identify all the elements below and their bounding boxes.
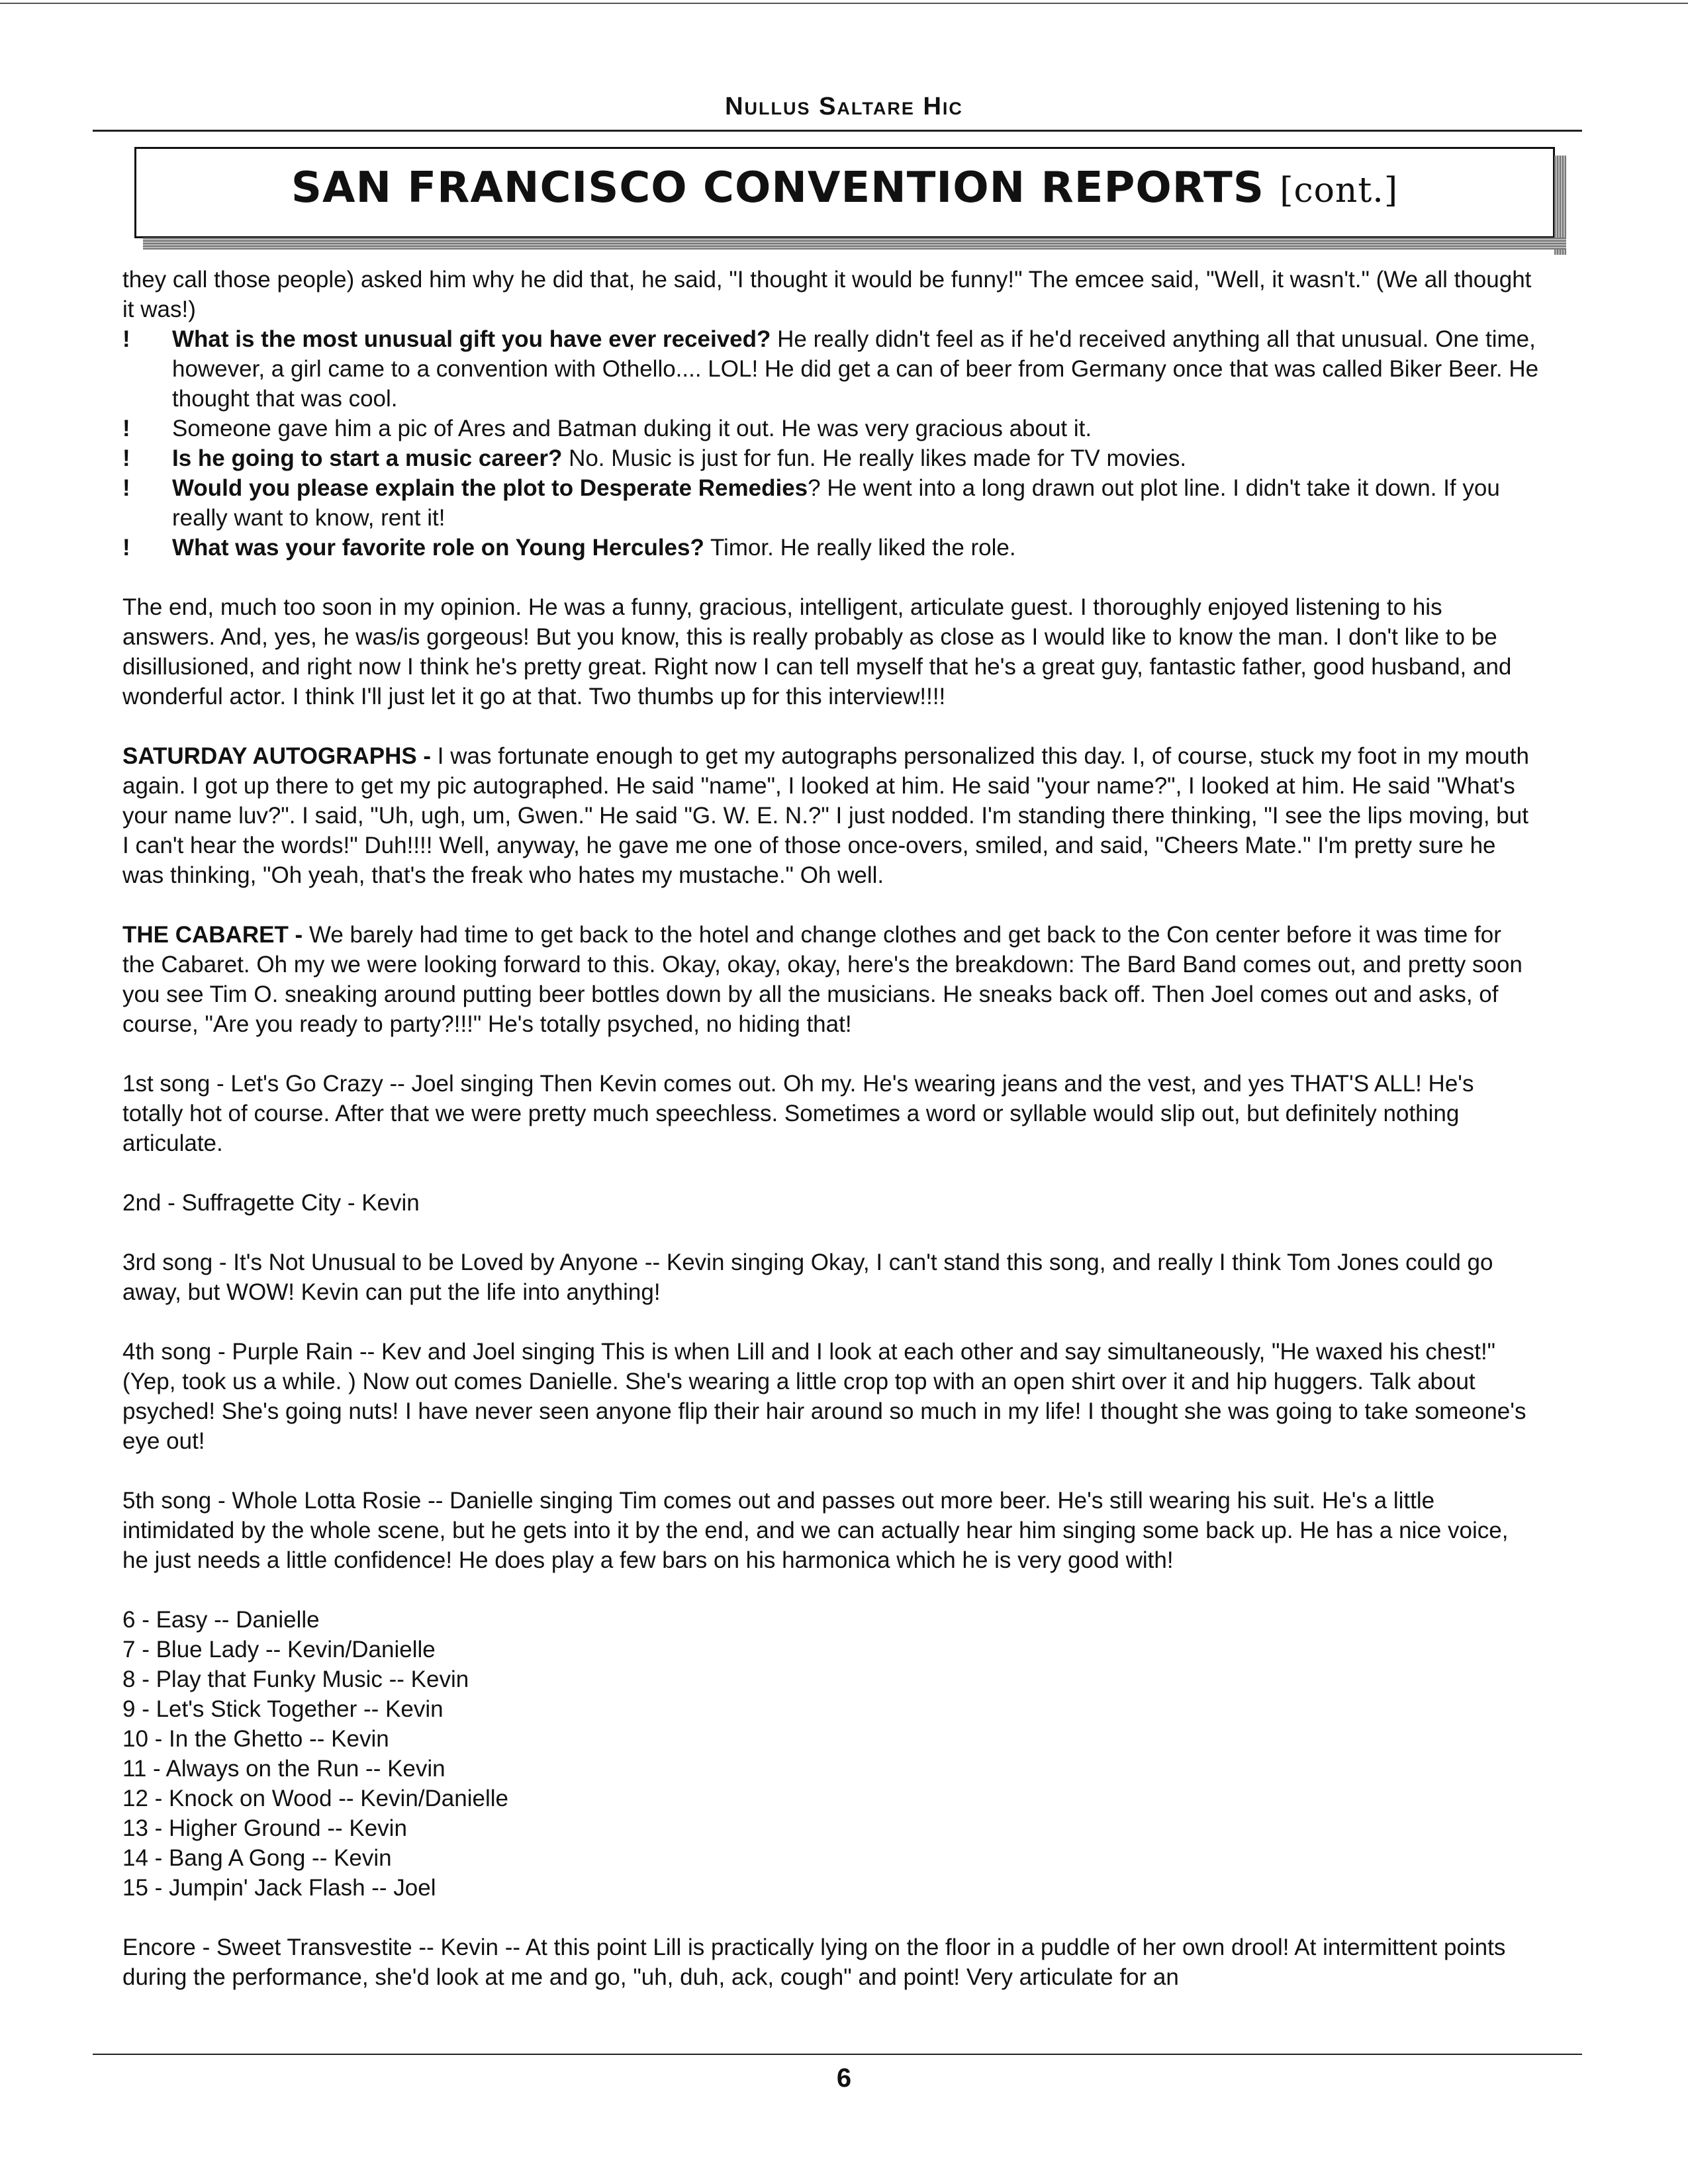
- top-scan-line: [0, 3, 1688, 4]
- bullet-mark: !: [122, 416, 130, 441]
- cabaret-text: We barely had time to get back to the hotel and change clothes and get back to the Con center before it was time for the Cabaret. Oh my we were looking forward to this. Okay, okay, okay, here's the breakdown: The Bard Band comes out, and pretty soon you see Tim O. sneaking around putting beer bottles down by all the musicians. He sneaks back off. Then Joel comes out and asks, of course, "Are you ready to party?!!!" He's totally psyched, no hiding that!: [122, 922, 1523, 1037]
- song-list-item: 11 - Always on the Run -- Kevin: [122, 1756, 445, 1782]
- bullet-answer: ? He went into a long drawn out plot line. I didn't take it down. If you really want to know, rent it!: [172, 475, 1500, 531]
- bullet-question: Is he going to start a music career?: [172, 445, 563, 471]
- song-list-item: 14 - Bang A Gong -- Kevin: [122, 1845, 392, 1871]
- song-list-item: 9 - Let's Stick Together -- Kevin: [122, 1696, 444, 1722]
- bullet-mark: !: [122, 326, 130, 352]
- newsletter-header: Nullus Saltare Hic: [725, 93, 963, 120]
- autographs-heading: SATURDAY AUTOGRAPHS -: [122, 743, 432, 769]
- bullet-answer: He really didn't feel as if he'd received anything all that unusual. One time, however, a girl came to a convention with Othello.... LOL! He did get a can of beer from Germany once that was called Biker Beer. He thought that was cool.: [172, 326, 1539, 412]
- bullet-item: [122, 443, 1539, 473]
- bullet-answer: Someone gave him a pic of Ares and Batman duking it out. He was very gracious about it.: [172, 416, 1092, 441]
- song-list-item: 8 - Play that Funky Music -- Kevin: [122, 1666, 469, 1692]
- bullet-mark: !: [122, 475, 130, 501]
- song-list-item: 13 - Higher Ground -- Kevin: [122, 1815, 407, 1841]
- paragraph-cabaret: [122, 920, 1539, 1039]
- autographs-text: I was fortunate enough to get my autographs personalized this day. I, of course, stuck my foot in my mouth again. I got up there to get my pic autographed. He said "name", I looked at him. He said "your name?", I looked at him. He said "What's your name luv?". I said, "Uh, ugh, um, Gwen." He said "G. W. E. N.?" I just nodded. I'm standing there thinking, "I see the lips moving, but I can't hear the words!" Duh!!!! Well, anyway, he gave me one of those once-overs, smiled, and said, "Cheers Mate." I'm pretty sure he was thinking, "Oh yeah, that's the freak who hates my mustache." Oh well.: [122, 743, 1529, 888]
- bullet-mark: !: [122, 535, 130, 561]
- paragraph-song-3: 3rd song - It's Not Unusual to be Loved by Anyone -- Kevin singing Okay, I can't stand this song, and really I think Tom Jones could go away, but WOW! Kevin can put the life into anything!: [122, 1250, 1493, 1305]
- cabaret-heading: THE CABARET -: [122, 922, 303, 948]
- header-rule: [93, 130, 1582, 132]
- bullet-answer: No. Music is just for fun. He really likes made for TV movies.: [562, 445, 1187, 471]
- footer-rule: [93, 2054, 1582, 2055]
- page-title-cont: [cont.]: [1280, 171, 1399, 210]
- title-box: [134, 147, 1555, 238]
- bullet-item: [122, 324, 1539, 414]
- song-list-item: 7 - Blue Lady -- Kevin/Danielle: [122, 1637, 436, 1662]
- song-list-item: 15 - Jumpin' Jack Flash -- Joel: [122, 1875, 436, 1901]
- page-title-text: SAN FRANCISCO CONVENTION REPORTS: [291, 163, 1264, 212]
- bullet-answer: Timor. He really liked the role.: [704, 535, 1016, 561]
- bullet-item: [122, 414, 1539, 443]
- bullet-question: Would you please explain the plot to Desperate Remedies: [172, 475, 808, 501]
- paragraph-end-interview: The end, much too soon in my opinion. He was a funny, gracious, intelligent, articulate guest. I thoroughly enjoyed listening to his answers. And, yes, he was/is gorgeous! But you know, this is really probably as close as I would like to know the man. I don't like to be disillusioned, and right now I think he's pretty great. Right now I can tell myself that he's a great guy, fantastic father, good husband, and wonderful actor. I think I'll just let it go at that. Two thumbs up for this interview!!!!: [122, 594, 1512, 709]
- paragraph-song-5: 5th song - Whole Lotta Rosie -- Danielle singing Tim comes out and passes out more beer. He's still wearing his suit. He's a little intimidated by the whole scene, but he gets into it by the end, and we can actually hear him singing some back up. He has a nice voice, he just needs a little confidence! He does play a few bars on his harmonica which he is very good with!: [122, 1488, 1509, 1573]
- article-body: [122, 265, 1539, 2022]
- paragraph-song-2: 2nd - Suffragette City - Kevin: [122, 1190, 420, 1216]
- song-list: [122, 1605, 1539, 1903]
- bullet-item: [122, 533, 1539, 563]
- page-title: [136, 163, 1553, 212]
- bullet-mark: !: [122, 445, 130, 471]
- page-number: 6: [836, 2064, 852, 2093]
- paragraph-autographs: [122, 741, 1539, 890]
- song-list-item: 6 - Easy -- Danielle: [122, 1607, 320, 1633]
- title-box-shadow-bottom: [143, 238, 1566, 250]
- bullet-question: What was your favorite role on Young Hercules?: [172, 535, 704, 561]
- paragraph-song-4: 4th song - Purple Rain -- Kev and Joel singing This is when Lill and I look at each other and say simultaneously, "He waxed his chest!" (Yep, took us a while. ) Now out comes Danielle. She's wearing a little crop top with an open shirt over it and hip huggers. Talk about psyched! She's going nuts! I have never seen anyone flip their hair around so much in my life! I thought she was going to take someone's eye out!: [122, 1339, 1526, 1454]
- paragraph-song-1: 1st song - Let's Go Crazy -- Joel singing Then Kevin comes out. Oh my. He's wearing jeans and the vest, and yes THAT'S ALL! He's totally hot of course. After that we were pretty much speechless. Sometimes a word or syllable would slip out, but definitely nothing articulate.: [122, 1071, 1474, 1156]
- song-list-item: 10 - In the Ghetto -- Kevin: [122, 1726, 389, 1752]
- bullet-item: [122, 473, 1539, 533]
- intro-continued: they call those people) asked him why he did that, he said, "I thought it would be funny!" The emcee said, "Well, it wasn't." (We all thought it was!): [122, 267, 1532, 322]
- bullet-question: What is the most unusual gift you have ever received?: [172, 326, 771, 352]
- paragraph-encore: Encore - Sweet Transvestite -- Kevin -- At this point Lill is practically lying on the floor in a puddle of her own drool! At intermittent points during the performance, she'd look at me and go, "uh, duh, ack, cough" and point! Very articulate for an: [122, 1934, 1506, 1990]
- song-list-item: 12 - Knock on Wood -- Kevin/Danielle: [122, 1786, 508, 1811]
